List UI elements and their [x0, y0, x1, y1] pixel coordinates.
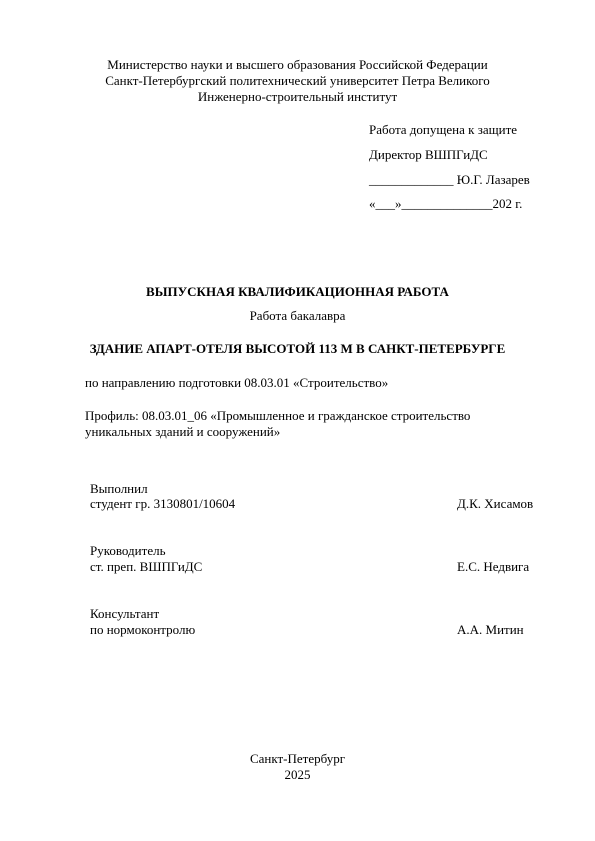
signatory-name: Е.С. Недвига	[457, 559, 530, 574]
thesis-topic: ЗДАНИЕ АПАРТ-ОТЕЛЯ ВЫСОТОЙ 113 М В САНКТ-ПЕТЕРБУРГЕ	[89, 341, 506, 356]
signatory-role: Консультант	[90, 606, 160, 621]
signatory-role: Руководитель	[90, 543, 166, 558]
university-name: Санкт-Петербургский политехнический университет Петра Великого	[105, 73, 490, 88]
signatory-role: Выполнил	[90, 481, 148, 496]
work-type-heading: ВЫПУСКНАЯ КВАЛИФИКАЦИОННАЯ РАБОТА	[146, 284, 449, 299]
approval-date-line: «___»______________202 г.	[369, 196, 523, 211]
signatory-name: А.А. Митин	[457, 622, 524, 637]
year: 2025	[284, 767, 311, 782]
ministry-name: Министерство науки и высшего образования Российской Федерации	[107, 57, 488, 72]
signatory-position: студент гр. 3130801/10604	[90, 496, 236, 511]
director-signature-line: _____________ Ю.Г. Лазарев	[369, 172, 530, 187]
institute-name: Инженерно-строительный институт	[197, 89, 398, 104]
signatory-name: Д.К. Хисамов	[457, 496, 534, 511]
signatory-position: по нормоконтролю	[90, 622, 196, 637]
approval-text: Работа допущена к защите	[369, 122, 518, 137]
degree-label: Работа бакалавра	[249, 308, 346, 323]
signatory-position: ст. преп. ВШПГиДС	[90, 559, 203, 574]
study-direction: по направлению подготовки 08.03.01 «Строительство»	[85, 375, 389, 390]
city: Санкт-Петербург	[249, 751, 346, 766]
profile-line-1: Профиль: 08.03.01_06 «Промышленное и гражданское строительство	[85, 408, 471, 423]
profile-line-2: уникальных зданий и сооружений»	[85, 424, 281, 439]
director-title: Директор ВШПГиДС	[369, 147, 488, 162]
